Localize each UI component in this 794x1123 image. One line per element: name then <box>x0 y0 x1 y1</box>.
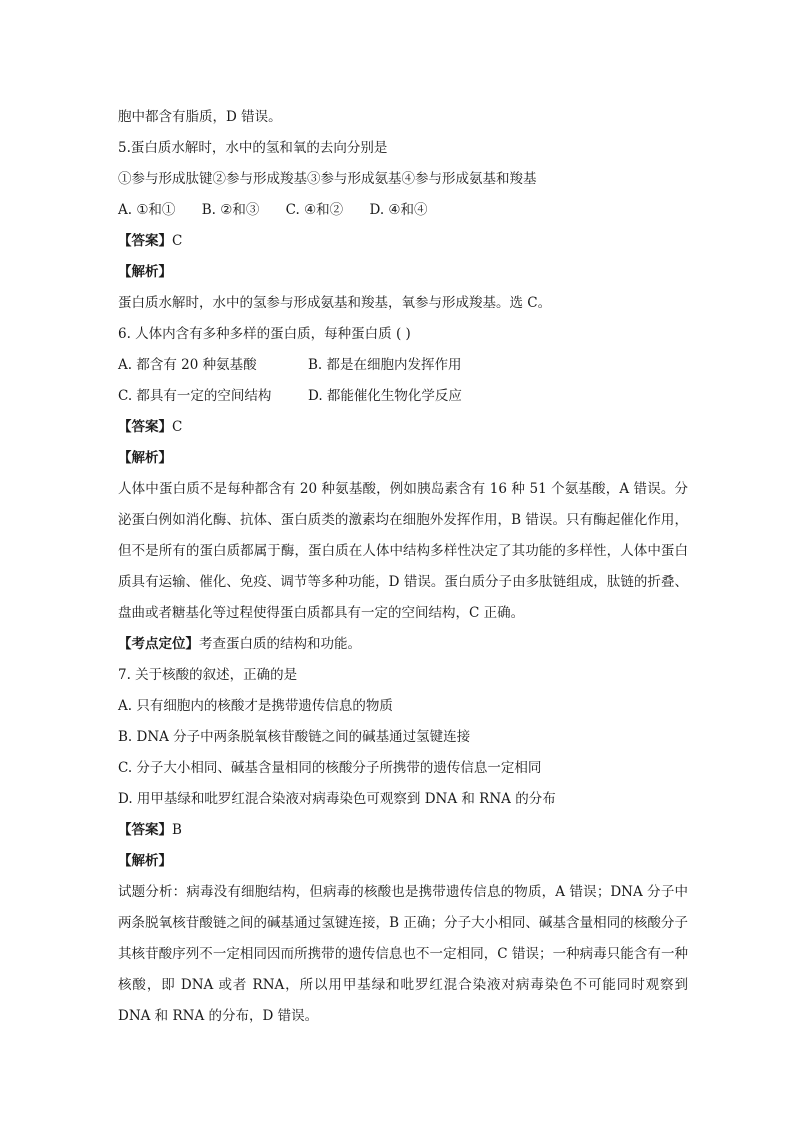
answer-line <box>118 226 688 257</box>
answer-tag: 【答案】 <box>118 419 172 435</box>
option-a: A. 只有细胞内的核酸才是携带遗传信息的物质 <box>118 698 393 714</box>
question-7-stem: 7. 关于核酸的叙述，正确的是 <box>118 667 298 683</box>
answer-value: B <box>172 822 182 838</box>
answer-tag: 【答案】 <box>118 233 172 249</box>
option-d: D. ④和④ <box>369 202 428 218</box>
option-b: B. ②和③ <box>201 202 260 218</box>
document-page <box>118 102 688 1032</box>
question-6-options-row1 <box>118 350 688 381</box>
knowledge-point-text: 考查蛋白质的结构和功能。 <box>199 636 361 652</box>
analysis-text: 人体中蛋白质不是每种都含有 20 种氨基酸，例如胰岛素含有 16 种 51 个氨基酸，A 错误。分泌蛋白例如消化酶、抗体、蛋白质类的激素均在细胞外发挥作用，B 错误。只有酶起催化作用，但不是所有的蛋白质都属于酶，蛋白质在人体中结构多样性决定了其功能的多样性，人体中蛋白质具有运输、催化、免疫、调节等多种功能，D 错误。蛋白质分子由多肽链组成，肽链的折叠、盘曲或者糖基化等过程使得蛋白质都具有一定的空间结构，C 正确。 <box>118 481 688 621</box>
option-a: A. 都含有 20 种氨基酸 <box>118 357 257 373</box>
answer-tag: 【答案】 <box>118 822 172 838</box>
option-a: A. ①和① <box>118 202 176 218</box>
question-5-options <box>118 195 688 226</box>
analysis-text: 蛋白质水解时，水中的氢参与形成氨基和羧基，氧参与形成羧基。选 C。 <box>118 295 552 311</box>
question-5-stem: 5.蛋白质水解时，水中的氢和氧的去向分别是 <box>118 140 388 156</box>
option-b: B. 都是在细胞内发挥作用 <box>308 357 462 373</box>
option-d: D. 用甲基绿和吡罗红混合染液对病毒染色可观察到 DNA 和 RNA 的分布 <box>118 791 556 807</box>
analysis-heading <box>118 257 688 288</box>
analysis-text: 试题分析：病毒没有细胞结构，但病毒的核酸也是携带遗传信息的物质，A 错误；DNA 分子中两条脱氧核苷酸链之间的碱基通过氢键连接，B 正确；分子大小相同、碱基含量相同的核酸分子其核苷酸序列不一定相同因而所携带的遗传信息也不一定相同，C 错误；一种病毒只能含有一种核酸，即 DNA 或者 RNA，所以用甲基绿和吡罗红混合染液对病毒染色不可能同时观察到 DNA 和 RNA 的分布，D 错误。 <box>118 884 688 1024</box>
question-6-stem: 6. 人体内含有多种多样的蛋白质，每种蛋白质 ( ) <box>118 326 411 342</box>
analysis-heading <box>118 846 688 877</box>
text-line: 胞中都含有脂质，D 错误。 <box>118 109 282 125</box>
analysis-heading <box>118 443 688 474</box>
option-c: C. ④和② <box>285 202 344 218</box>
knowledge-point-line <box>118 629 688 660</box>
answer-value: C <box>172 419 183 435</box>
option-b: B. DNA 分子中两条脱氧核苷酸链之间的碱基通过氢键连接 <box>118 729 471 745</box>
answer-line <box>118 815 688 846</box>
question-5-items: ①参与形成肽键②参与形成羧基③参与形成氨基④参与形成氨基和羧基 <box>118 171 537 187</box>
question-6-options-row2 <box>118 381 688 412</box>
analysis-tag: 【解析】 <box>118 264 172 280</box>
answer-line <box>118 412 688 443</box>
analysis-tag: 【解析】 <box>118 853 172 869</box>
option-c: C. 分子大小相同、碱基含量相同的核酸分子所携带的遗传信息一定相同 <box>118 760 542 776</box>
analysis-tag: 【解析】 <box>118 450 172 466</box>
option-d: D. 都能催化生物化学反应 <box>308 388 462 404</box>
option-c: C. 都具有一定的空间结构 <box>118 388 272 404</box>
answer-value: C <box>172 233 183 249</box>
knowledge-point-tag: 【考点定位】 <box>118 636 199 652</box>
